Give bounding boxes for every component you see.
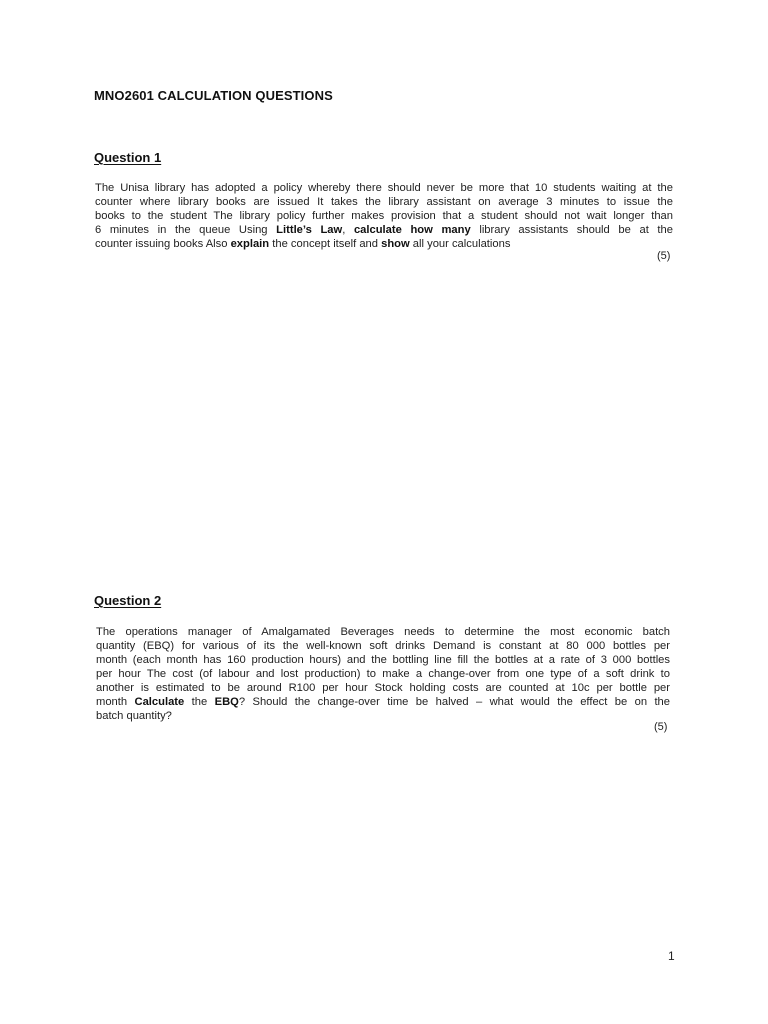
emphasis-text: EBQ	[214, 696, 239, 708]
question-2-heading: Question 2	[94, 593, 162, 608]
question-2-line	[96, 639, 670, 653]
body-text: counter issuing books Also	[95, 238, 231, 250]
body-text: The operations manager of Amalgamated Beverages needs to determine the most economic batch	[96, 626, 670, 638]
question-1-marks: (5)	[657, 250, 671, 262]
question-2-marks: (5)	[654, 721, 668, 733]
question-2-line	[96, 695, 670, 709]
question-1-line	[95, 223, 673, 237]
body-text: The Unisa library has adopted a policy whereby there should never be more that 10 students waiting at the	[95, 182, 673, 194]
body-text: counter where library books are issued It takes the library assistant on average 3 minutes to issue the	[95, 196, 673, 208]
body-text: 6 minutes in the queue Using	[95, 224, 277, 236]
question-1-line	[95, 195, 673, 209]
question-2-line	[96, 625, 670, 639]
emphasis-text: show	[381, 238, 410, 250]
body-text: all your calculations	[409, 238, 511, 250]
question-2-line	[96, 681, 670, 695]
page-number: 1	[668, 949, 675, 963]
emphasis-text: Calculate	[134, 696, 185, 708]
body-text: library assistants should be at the	[470, 224, 673, 236]
body-text: books to the student The library policy further makes provision that a student should not wait longer than	[95, 210, 673, 222]
question-2-text	[96, 625, 670, 723]
document-title: MNO2601 CALCULATION QUESTIONS	[94, 88, 333, 103]
question-1-heading: Question 1	[94, 150, 162, 165]
body-text: month	[96, 696, 135, 708]
question-2-line	[96, 653, 670, 667]
body-text: month (each month has 160 production hours) and the bottling line fill the bottles at a rate of 3 000 bottles	[96, 654, 670, 666]
body-text: another is estimated to be around R100 per hour Stock holding costs are counted at 10c per bottle per	[96, 682, 670, 694]
body-text: batch quantity?	[96, 710, 172, 722]
body-text: ? Should the change-over time be halved – what would the effect be on the	[238, 696, 670, 708]
question-2-line	[96, 709, 670, 723]
question-1-line	[95, 209, 673, 223]
question-2-line	[96, 667, 670, 681]
body-text: the	[184, 696, 215, 708]
body-text: ,	[342, 224, 354, 236]
emphasis-text: calculate how many	[353, 224, 471, 236]
question-1-text	[95, 181, 673, 251]
question-1-line	[95, 237, 673, 251]
emphasis-text: Little’s Law	[276, 224, 343, 236]
body-text: the concept itself and	[269, 238, 382, 250]
body-text: quantity (EBQ) for various of its the well-known soft drinks Demand is constant at 80 000 bottles per	[96, 640, 670, 652]
question-1-line	[95, 181, 673, 195]
emphasis-text: explain	[230, 238, 270, 250]
body-text: per hour The cost (of labour and lost production) to make a change-over from one type of a soft drink to	[96, 668, 670, 680]
